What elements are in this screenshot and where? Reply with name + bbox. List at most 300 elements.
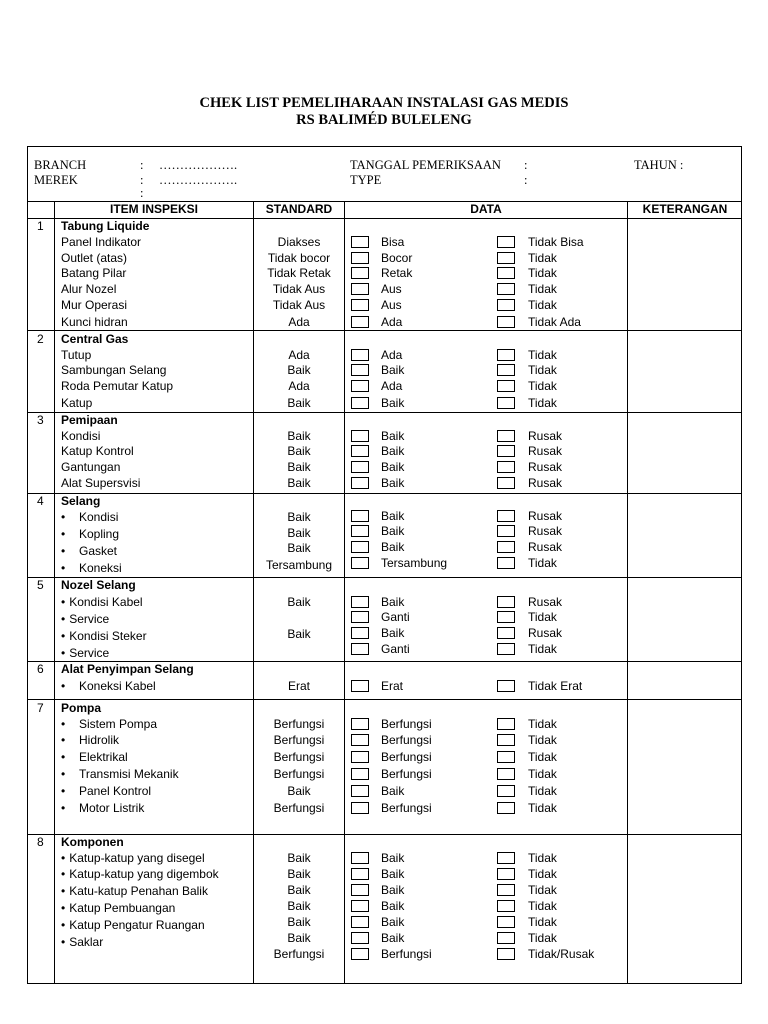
section-number: 1 — [37, 219, 44, 233]
option-2-checkbox[interactable] — [497, 236, 515, 248]
section-title: Nozel Selang — [61, 578, 136, 592]
option-1-label: Aus — [381, 282, 402, 296]
item-standard: Baik — [287, 396, 311, 410]
option-1-label: Ada — [381, 315, 403, 329]
option-2-checkbox[interactable] — [497, 557, 515, 569]
item-standard: Tidak Aus — [272, 298, 326, 312]
option-2-label: Tidak Erat — [528, 679, 583, 693]
option-2-label: Tidak — [528, 750, 557, 764]
section-title: Komponen — [61, 835, 124, 849]
branch-label: BRANCH — [34, 158, 87, 172]
option-2-label: Rusak — [528, 626, 563, 640]
item-standard: Baik — [287, 526, 311, 540]
option-2-checkbox[interactable] — [497, 461, 515, 473]
item-label — [61, 851, 205, 865]
option-1-checkbox[interactable] — [351, 596, 369, 608]
option-2-checkbox[interactable] — [497, 430, 515, 442]
option-2-checkbox[interactable] — [497, 364, 515, 376]
option-2-label: Tidak — [528, 610, 557, 624]
section-number: 7 — [37, 701, 44, 715]
option-1-label: Bocor — [381, 251, 413, 265]
type-label: TYPE — [350, 173, 382, 187]
option-1-label: Bisa — [381, 235, 405, 249]
option-1-label: Tersambung — [381, 556, 448, 570]
option-2-label: Tidak — [528, 899, 557, 913]
option-2-checkbox[interactable] — [497, 868, 515, 880]
item-standard: Baik — [287, 444, 311, 458]
extra-colon: : — [140, 186, 144, 200]
item-label-text: Katu-katup Penahan Balik — [69, 884, 208, 898]
option-2-label: Tidak — [528, 642, 557, 656]
item-label — [61, 612, 109, 626]
option-1-checkbox[interactable] — [351, 283, 369, 295]
option-1-checkbox[interactable] — [351, 299, 369, 311]
option-1-label: Baik — [381, 509, 405, 523]
item-label-text: Kunci hidran — [61, 315, 128, 329]
item-label-text: Kopling — [79, 527, 120, 541]
item-label — [61, 646, 109, 660]
option-2-label: Tidak — [528, 717, 557, 731]
option-2-label: Tidak — [528, 867, 557, 881]
bullet-icon: • — [61, 544, 66, 558]
col-item-inspeksi: ITEM INSPEKSI — [109, 202, 198, 216]
option-2-label: Tidak — [528, 266, 557, 280]
document-title: CHEK LIST PEMELIHARAAN INSTALASI GAS MEDIS — [199, 95, 569, 111]
item-label-text: Hidrolik — [79, 733, 120, 747]
option-2-checkbox[interactable] — [497, 252, 515, 264]
option-2-label: Tidak — [528, 883, 557, 897]
option-1-checkbox[interactable] — [351, 461, 369, 473]
option-1-label: Baik — [381, 460, 405, 474]
option-2-label: Tidak — [528, 363, 557, 377]
item-label-text: Koneksi — [79, 561, 122, 575]
option-1-label: Retak — [381, 266, 413, 280]
option-2-checkbox[interactable] — [497, 397, 515, 409]
option-2-checkbox[interactable] — [497, 380, 515, 392]
item-label — [61, 476, 140, 490]
bullet-icon: • — [61, 801, 66, 815]
option-2-label: Tidak — [528, 396, 557, 410]
section-number: 4 — [37, 494, 44, 508]
item-label-text: Outlet (atas) — [61, 251, 128, 265]
option-1-label: Berfungsi — [381, 801, 432, 815]
section-number: 5 — [37, 578, 44, 592]
item-label-text: Motor Listrik — [79, 801, 145, 815]
section-title: Pemipaan — [61, 413, 118, 427]
bullet-icon: • — [61, 595, 66, 609]
option-1-checkbox[interactable] — [351, 751, 369, 763]
option-1-checkbox[interactable] — [351, 932, 369, 944]
option-1-label: Baik — [381, 883, 405, 897]
item-label — [61, 935, 103, 949]
item-standard: Ada — [288, 379, 310, 393]
item-label — [61, 717, 157, 731]
option-1-checkbox[interactable] — [351, 525, 369, 537]
item-standard: Tidak Retak — [267, 266, 331, 280]
branch-colon: : — [140, 158, 144, 172]
item-standard: Baik — [287, 867, 311, 881]
item-standard: Erat — [287, 679, 310, 693]
option-1-label: Baik — [381, 363, 405, 377]
item-label — [61, 901, 175, 915]
tanggal-label: TANGGAL PEMERIKSAAN — [350, 158, 501, 172]
section-number: 8 — [37, 835, 44, 849]
item-label — [61, 544, 117, 558]
document-subtitle: RS BALIMÉD BULELENG — [296, 112, 472, 128]
item-label — [61, 784, 151, 798]
option-1-label: Baik — [381, 851, 405, 865]
item-standard: Baik — [287, 627, 311, 641]
option-1-checkbox[interactable] — [351, 680, 369, 692]
item-label — [61, 918, 205, 932]
item-label-text: Panel Kontrol — [79, 784, 152, 798]
item-label — [61, 266, 126, 280]
bullet-icon: • — [61, 851, 66, 865]
option-1-checkbox[interactable] — [351, 884, 369, 896]
item-standard: Berfungsi — [273, 733, 325, 747]
item-standard: Baik — [287, 883, 311, 897]
option-2-checkbox[interactable] — [497, 525, 515, 537]
option-1-checkbox[interactable] — [351, 900, 369, 912]
option-1-checkbox[interactable] — [351, 252, 369, 264]
section-number: 2 — [37, 332, 44, 346]
item-standard: Berfungsi — [273, 750, 325, 764]
option-2-label: Tidak — [528, 784, 557, 798]
item-standard: Baik — [287, 915, 311, 929]
col-keterangan: KETERANGAN — [642, 202, 728, 216]
bullet-icon: • — [61, 510, 66, 524]
option-1-checkbox[interactable] — [351, 477, 369, 489]
option-2-label: Rusak — [528, 540, 563, 554]
item-label — [61, 867, 219, 881]
item-label-text: Kondisi Kabel — [69, 595, 143, 609]
option-2-checkbox[interactable] — [497, 948, 515, 960]
item-standard: Berfungsi — [273, 947, 325, 961]
option-2-checkbox[interactable] — [497, 541, 515, 553]
option-1-checkbox[interactable] — [351, 430, 369, 442]
type-colon: : — [524, 173, 528, 187]
option-2-label: Tidak — [528, 801, 557, 815]
option-1-checkbox[interactable] — [351, 802, 369, 814]
option-1-checkbox[interactable] — [351, 510, 369, 522]
option-2-checkbox[interactable] — [497, 299, 515, 311]
option-1-checkbox[interactable] — [351, 611, 369, 623]
item-label-text: Katup — [61, 396, 93, 410]
item-standard: Ada — [288, 348, 310, 362]
item-label-text: Kondisi — [61, 429, 101, 443]
item-label-text: Alur Nozel — [61, 282, 117, 296]
option-2-label: Tidak — [528, 282, 557, 296]
item-label-text: Panel Indikator — [61, 235, 142, 249]
option-1-checkbox[interactable] — [351, 541, 369, 553]
merek-colon: : — [140, 173, 144, 187]
item-standard: Berfungsi — [273, 801, 325, 815]
section-title: Selang — [61, 494, 101, 508]
item-label — [61, 251, 127, 265]
option-2-checkbox[interactable] — [497, 627, 515, 639]
item-label-text: Kondisi Steker — [69, 629, 147, 643]
option-1-checkbox[interactable] — [351, 852, 369, 864]
item-label — [61, 767, 179, 781]
option-2-checkbox[interactable] — [497, 768, 515, 780]
option-2-checkbox[interactable] — [497, 680, 515, 692]
section-number: 3 — [37, 413, 44, 427]
option-2-checkbox[interactable] — [497, 932, 515, 944]
item-standard: Baik — [287, 784, 311, 798]
option-2-label: Tidak/Rusak — [528, 947, 595, 961]
item-standard: Diakses — [277, 235, 321, 249]
item-standard: Baik — [287, 510, 311, 524]
option-2-checkbox[interactable] — [497, 734, 515, 746]
bullet-icon: • — [61, 867, 66, 881]
option-2-checkbox[interactable] — [497, 916, 515, 928]
bullet-icon: • — [61, 784, 66, 798]
option-1-label: Baik — [381, 524, 405, 538]
merek-value: ………………. — [159, 173, 238, 187]
item-label-text: Kondisi — [79, 510, 119, 524]
option-1-label: Baik — [381, 595, 405, 609]
merek-label: MEREK — [34, 173, 78, 187]
item-standard: Baik — [287, 899, 311, 913]
option-1-checkbox[interactable] — [351, 316, 369, 328]
item-label — [61, 884, 208, 898]
option-2-label: Tidak — [528, 851, 557, 865]
item-standard: Baik — [287, 851, 311, 865]
bullet-icon: • — [61, 629, 66, 643]
item-label — [61, 679, 156, 693]
option-1-label: Ganti — [381, 610, 410, 624]
branch-value: ………………. — [159, 158, 238, 172]
option-1-checkbox[interactable] — [351, 267, 369, 279]
option-1-label: Baik — [381, 899, 405, 913]
option-2-checkbox[interactable] — [497, 852, 515, 864]
option-1-checkbox[interactable] — [351, 380, 369, 392]
option-1-label: Baik — [381, 429, 405, 443]
option-2-label: Rusak — [528, 444, 563, 458]
bullet-icon: • — [61, 646, 66, 660]
option-1-checkbox[interactable] — [351, 445, 369, 457]
option-2-checkbox[interactable] — [497, 611, 515, 623]
option-2-label: Rusak — [528, 524, 563, 538]
item-label — [61, 510, 118, 524]
item-label — [61, 348, 91, 362]
item-standard: Baik — [287, 460, 311, 474]
item-standard: Baik — [287, 595, 311, 609]
option-2-label: Tidak — [528, 556, 557, 570]
item-label — [61, 315, 128, 329]
option-1-label: Ada — [381, 348, 403, 362]
option-2-label: Tidak — [528, 767, 557, 781]
bullet-icon: • — [61, 612, 66, 626]
option-1-checkbox[interactable] — [351, 734, 369, 746]
option-2-checkbox[interactable] — [497, 477, 515, 489]
item-standard: Tidak Aus — [272, 282, 326, 296]
option-1-checkbox[interactable] — [351, 364, 369, 376]
option-1-checkbox[interactable] — [351, 785, 369, 797]
section-title: Pompa — [61, 701, 102, 715]
item-label-text: Roda Pemutar Katup — [61, 379, 174, 393]
option-1-checkbox[interactable] — [351, 718, 369, 730]
col-data: DATA — [470, 202, 502, 216]
option-1-checkbox[interactable] — [351, 643, 369, 655]
item-label-text: Tutup — [61, 348, 92, 362]
item-label-text: Gantungan — [61, 460, 121, 474]
option-1-label: Berfungsi — [381, 767, 432, 781]
option-1-label: Baik — [381, 540, 405, 554]
bullet-icon: • — [61, 527, 66, 541]
option-2-checkbox[interactable] — [497, 267, 515, 279]
option-1-checkbox[interactable] — [351, 349, 369, 361]
item-label — [61, 363, 166, 377]
bullet-icon: • — [61, 935, 66, 949]
option-1-checkbox[interactable] — [351, 768, 369, 780]
option-2-label: Tidak Bisa — [528, 235, 584, 249]
option-2-label: Tidak — [528, 348, 557, 362]
option-2-checkbox[interactable] — [497, 643, 515, 655]
item-label-text: Gasket — [79, 544, 118, 558]
item-label-text: Service — [69, 612, 110, 626]
option-1-checkbox[interactable] — [351, 557, 369, 569]
item-label-text: Service — [69, 646, 110, 660]
option-2-checkbox[interactable] — [497, 596, 515, 608]
option-1-label: Ada — [381, 379, 403, 393]
option-2-label: Rusak — [528, 476, 563, 490]
item-label — [61, 444, 134, 458]
bullet-icon: • — [61, 750, 66, 764]
option-2-checkbox[interactable] — [497, 445, 515, 457]
option-1-checkbox[interactable] — [351, 627, 369, 639]
item-label — [61, 298, 127, 312]
item-label-text: Katup-katup yang disegel — [69, 851, 205, 865]
option-1-label: Baik — [381, 626, 405, 640]
option-2-label: Rusak — [528, 509, 563, 523]
option-2-checkbox[interactable] — [497, 510, 515, 522]
item-standard: Berfungsi — [273, 767, 325, 781]
option-1-label: Berfungsi — [381, 750, 432, 764]
item-standard: Ada — [288, 315, 310, 329]
item-standard: Tidak bocor — [267, 251, 331, 265]
bullet-icon: • — [61, 901, 66, 915]
bullet-icon: • — [61, 561, 66, 575]
item-label-text: Elektrikal — [79, 750, 128, 764]
item-label — [61, 396, 92, 410]
option-2-label: Tidak — [528, 931, 557, 945]
option-1-label: Baik — [381, 396, 405, 410]
item-label — [61, 235, 141, 249]
item-label-text: Sambungan Selang — [61, 363, 167, 377]
item-standard: Baik — [287, 429, 311, 443]
item-label — [61, 750, 128, 764]
option-2-checkbox[interactable] — [497, 283, 515, 295]
option-2-label: Rusak — [528, 460, 563, 474]
option-1-checkbox[interactable] — [351, 916, 369, 928]
item-label — [61, 561, 122, 575]
item-label — [61, 527, 119, 541]
option-2-checkbox[interactable] — [497, 802, 515, 814]
item-label-text: Mur Operasi — [61, 298, 128, 312]
col-standard: STANDARD — [265, 202, 333, 216]
item-label — [61, 379, 173, 393]
option-2-checkbox[interactable] — [497, 785, 515, 797]
item-label-text: Batang Pilar — [61, 266, 127, 280]
item-label — [61, 595, 143, 609]
item-label-text: Katup Kontrol — [61, 444, 134, 458]
option-1-label: Ganti — [381, 642, 410, 656]
option-2-label: Tidak — [528, 733, 557, 747]
option-1-label: Baik — [381, 444, 405, 458]
option-1-label: Berfungsi — [381, 733, 432, 747]
option-2-label: Rusak — [528, 595, 563, 609]
bullet-icon: • — [61, 733, 66, 747]
option-1-label: Baik — [381, 931, 405, 945]
item-standard: Berfungsi — [273, 717, 325, 731]
option-2-checkbox[interactable] — [497, 349, 515, 361]
item-label-text: Katup Pengatur Ruangan — [69, 918, 205, 932]
option-2-checkbox[interactable] — [497, 900, 515, 912]
option-1-label: Baik — [381, 476, 405, 490]
option-2-checkbox[interactable] — [497, 751, 515, 763]
option-1-checkbox[interactable] — [351, 397, 369, 409]
section-title: Tabung Liquide — [61, 219, 150, 233]
option-2-label: Tidak — [528, 915, 557, 929]
item-label-text: Alat Supersvisi — [61, 476, 141, 490]
option-1-checkbox[interactable] — [351, 948, 369, 960]
option-1-label: Erat — [381, 679, 404, 693]
option-2-label: Tidak — [528, 251, 557, 265]
option-2-label: Rusak — [528, 429, 563, 443]
item-label-text: Transmisi Mekanik — [79, 767, 179, 781]
option-2-label: Tidak — [528, 298, 557, 312]
bullet-icon: • — [61, 767, 66, 781]
item-label-text: Katup-katup yang digembok — [69, 867, 219, 881]
section-number: 6 — [37, 662, 44, 676]
item-label-text: Saklar — [69, 935, 104, 949]
option-1-label: Baik — [381, 915, 405, 929]
option-1-label: Berfungsi — [381, 947, 432, 961]
option-1-checkbox[interactable] — [351, 868, 369, 880]
item-label-text: Sistem Pompa — [79, 717, 158, 731]
option-2-checkbox[interactable] — [497, 718, 515, 730]
section-title: Central Gas — [61, 332, 129, 346]
item-standard: Baik — [287, 476, 311, 490]
option-2-checkbox[interactable] — [497, 316, 515, 328]
item-standard: Baik — [287, 931, 311, 945]
item-label — [61, 629, 147, 643]
option-1-label: Baik — [381, 784, 405, 798]
bullet-icon: • — [61, 884, 66, 898]
bullet-icon: • — [61, 679, 66, 693]
item-label — [61, 801, 144, 815]
item-standard: Tersambung — [265, 558, 333, 572]
item-label — [61, 460, 120, 474]
option-2-label: Tidak — [528, 379, 557, 393]
option-1-checkbox[interactable] — [351, 236, 369, 248]
item-standard: Baik — [287, 541, 311, 555]
bullet-icon: • — [61, 717, 66, 731]
option-1-label: Baik — [381, 867, 405, 881]
item-standard: Baik — [287, 363, 311, 377]
section-title: Alat Penyimpan Selang — [61, 662, 194, 676]
option-2-checkbox[interactable] — [497, 884, 515, 896]
option-2-label: Tidak Ada — [528, 315, 581, 329]
item-label — [61, 282, 116, 296]
tahun-label: TAHUN : — [634, 158, 684, 172]
option-1-label: Berfungsi — [381, 717, 432, 731]
item-label — [61, 733, 119, 747]
option-1-label: Aus — [381, 298, 402, 312]
bullet-icon: • — [61, 918, 66, 932]
item-label-text: Koneksi Kabel — [79, 679, 156, 693]
